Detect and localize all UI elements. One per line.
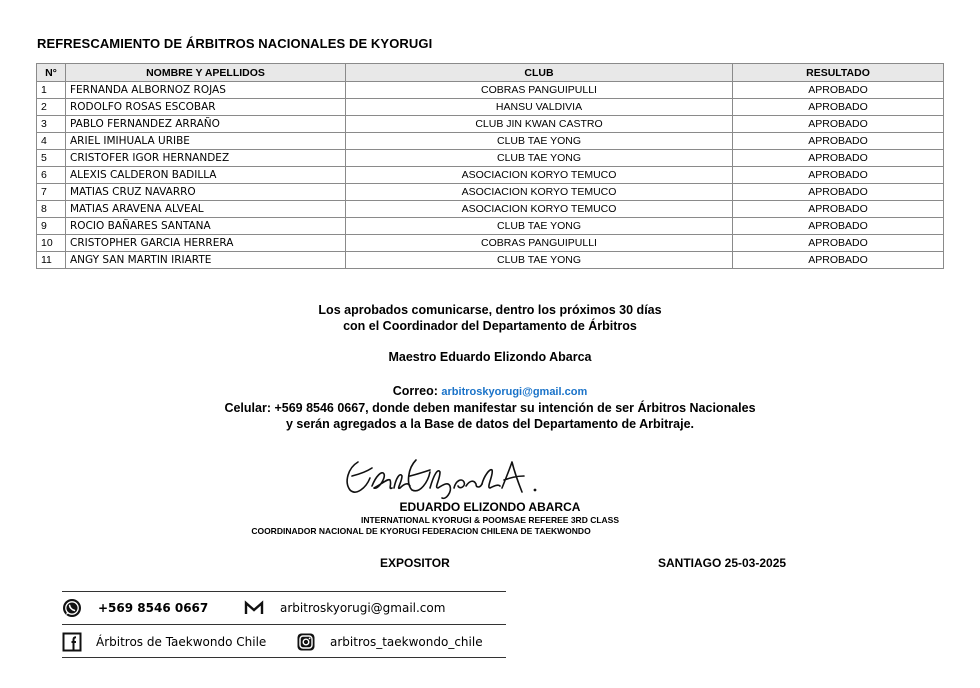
table-row xyxy=(37,99,944,116)
row-number: 3 xyxy=(37,116,66,133)
result-value: APROBADO xyxy=(733,133,944,150)
club-name: COBRAS PANGUIPULLI xyxy=(346,235,733,252)
table-row xyxy=(37,218,944,235)
referee-name: MATIAS ARAVENA ALVEAL xyxy=(66,201,346,218)
result-value: APROBADO xyxy=(733,167,944,184)
whatsapp-icon xyxy=(62,598,82,618)
result-value: APROBADO xyxy=(733,82,944,99)
row-number: 11 xyxy=(37,252,66,269)
database-line: y serán agregados a la Base de datos del Departamento de Arbitraje. xyxy=(285,417,694,431)
row-number: 2 xyxy=(37,99,66,116)
table-header-row xyxy=(37,64,944,82)
table-row xyxy=(37,184,944,201)
table-row xyxy=(37,116,944,133)
result-value: APROBADO xyxy=(733,116,944,133)
notice-line-1: Los aprobados comunicarse, dentro los próximos 30 días xyxy=(318,303,662,317)
footer-divider-top xyxy=(62,591,506,592)
table-row xyxy=(37,150,944,167)
club-name: CLUB JIN KWAN CASTRO xyxy=(346,116,733,133)
club-name: CLUB TAE YONG xyxy=(346,133,733,150)
result-value: APROBADO xyxy=(733,235,944,252)
result-value: APROBADO xyxy=(733,184,944,201)
referee-name: PABLO FERNANDEZ ARRAÑO xyxy=(66,116,346,133)
club-name: CLUB TAE YONG xyxy=(346,150,733,167)
referee-results-table xyxy=(36,63,944,269)
email-line xyxy=(0,383,980,400)
email-label: Correo: xyxy=(392,384,438,398)
master-name: Maestro Eduardo Elizondo Abarca xyxy=(388,350,592,364)
footer-facebook[interactable]: Árbitros de Taekwondo Chile xyxy=(96,635,267,649)
notice-block xyxy=(0,302,980,334)
row-number: 10 xyxy=(37,235,66,252)
header-number: N° xyxy=(37,64,66,82)
club-name: ASOCIACION KORYO TEMUCO xyxy=(346,167,733,184)
header-club: CLUB xyxy=(346,64,733,82)
row-number: 9 xyxy=(37,218,66,235)
facebook-icon xyxy=(62,632,82,652)
footer-instagram[interactable]: arbitros_taekwondo_chile xyxy=(330,635,483,649)
result-value: APROBADO xyxy=(733,99,944,116)
result-value: APROBADO xyxy=(733,252,944,269)
table-row xyxy=(37,167,944,184)
signature-role-1: INTERNATIONAL KYORUGI & POOMSAE REFEREE 3RD CLASS xyxy=(360,515,619,525)
document-title: REFRESCAMIENTO DE ÁRBITROS NACIONALES DE KYORUGI xyxy=(37,36,433,51)
referee-name: ANGY SAN MARTIN IRIARTE xyxy=(66,252,346,269)
notice-line-2: con el Coordinador del Departamento de Árbitros xyxy=(343,319,637,333)
referee-name: CRISTOFER IGOR HERNANDEZ xyxy=(66,150,346,167)
table-row xyxy=(37,252,944,269)
table-row xyxy=(37,235,944,252)
footer-phone: +569 8546 0667 xyxy=(98,601,209,615)
result-value: APROBADO xyxy=(733,218,944,235)
signature-role-2: COORDINADOR NACIONAL DE KYORUGI FEDERACION CHILENA DE TAEKWONDO xyxy=(251,526,591,536)
row-number: 4 xyxy=(37,133,66,150)
row-number: 6 xyxy=(37,167,66,184)
table-row xyxy=(37,201,944,218)
expositor-label: EXPOSITOR xyxy=(380,556,450,570)
club-name: CLUB TAE YONG xyxy=(346,218,733,235)
phone-line: Celular: +569 8546 0667, donde deben manifestar su intención de ser Árbitros Nacionales xyxy=(224,401,756,415)
club-name: COBRAS PANGUIPULLI xyxy=(346,82,733,99)
row-number: 7 xyxy=(37,184,66,201)
contact-block xyxy=(0,383,980,432)
referee-name: FERNANDA ALBORNOZ ROJAS xyxy=(66,82,346,99)
table-body xyxy=(37,82,944,269)
footer-row-contact xyxy=(62,596,506,620)
referee-name: ALEXIS CALDERON BADILLA xyxy=(66,167,346,184)
row-number: 5 xyxy=(37,150,66,167)
instagram-icon xyxy=(296,632,316,652)
table-row xyxy=(37,133,944,150)
referee-name: MATIAS CRUZ NAVARRO xyxy=(66,184,346,201)
row-number: 8 xyxy=(37,201,66,218)
referee-name: CRISTOPHER GARCIA HERRERA xyxy=(66,235,346,252)
footer-email[interactable]: arbitroskyorugi@gmail.com xyxy=(280,601,446,615)
club-name: CLUB TAE YONG xyxy=(346,252,733,269)
row-number: 1 xyxy=(37,82,66,99)
footer-divider-middle xyxy=(62,624,506,625)
footer-divider-bottom xyxy=(62,657,506,658)
referee-name: ARIEL IMIHUALA URIBE xyxy=(66,133,346,150)
result-value: APROBADO xyxy=(733,201,944,218)
club-name: HANSU VALDIVIA xyxy=(346,99,733,116)
signature-name: EDUARDO ELIZONDO ABARCA xyxy=(399,500,581,514)
club-name: ASOCIACION KORYO TEMUCO xyxy=(346,184,733,201)
result-value: APROBADO xyxy=(733,150,944,167)
place-date: SANTIAGO 25-03-2025 xyxy=(658,556,787,570)
email-link[interactable]: arbitroskyorugi@gmail.com xyxy=(441,386,588,398)
table-row xyxy=(37,82,944,99)
club-name: ASOCIACION KORYO TEMUCO xyxy=(346,201,733,218)
header-result: RESULTADO xyxy=(733,64,944,82)
mail-icon xyxy=(244,598,264,618)
header-name: NOMBRE Y APELLIDOS xyxy=(66,64,346,82)
footer-row-social xyxy=(62,630,506,654)
referee-name: ROCIO BAÑARES SANTANA xyxy=(66,218,346,235)
handwritten-signature xyxy=(330,448,560,506)
referee-name: RODOLFO ROSAS ESCOBAR xyxy=(66,99,346,116)
